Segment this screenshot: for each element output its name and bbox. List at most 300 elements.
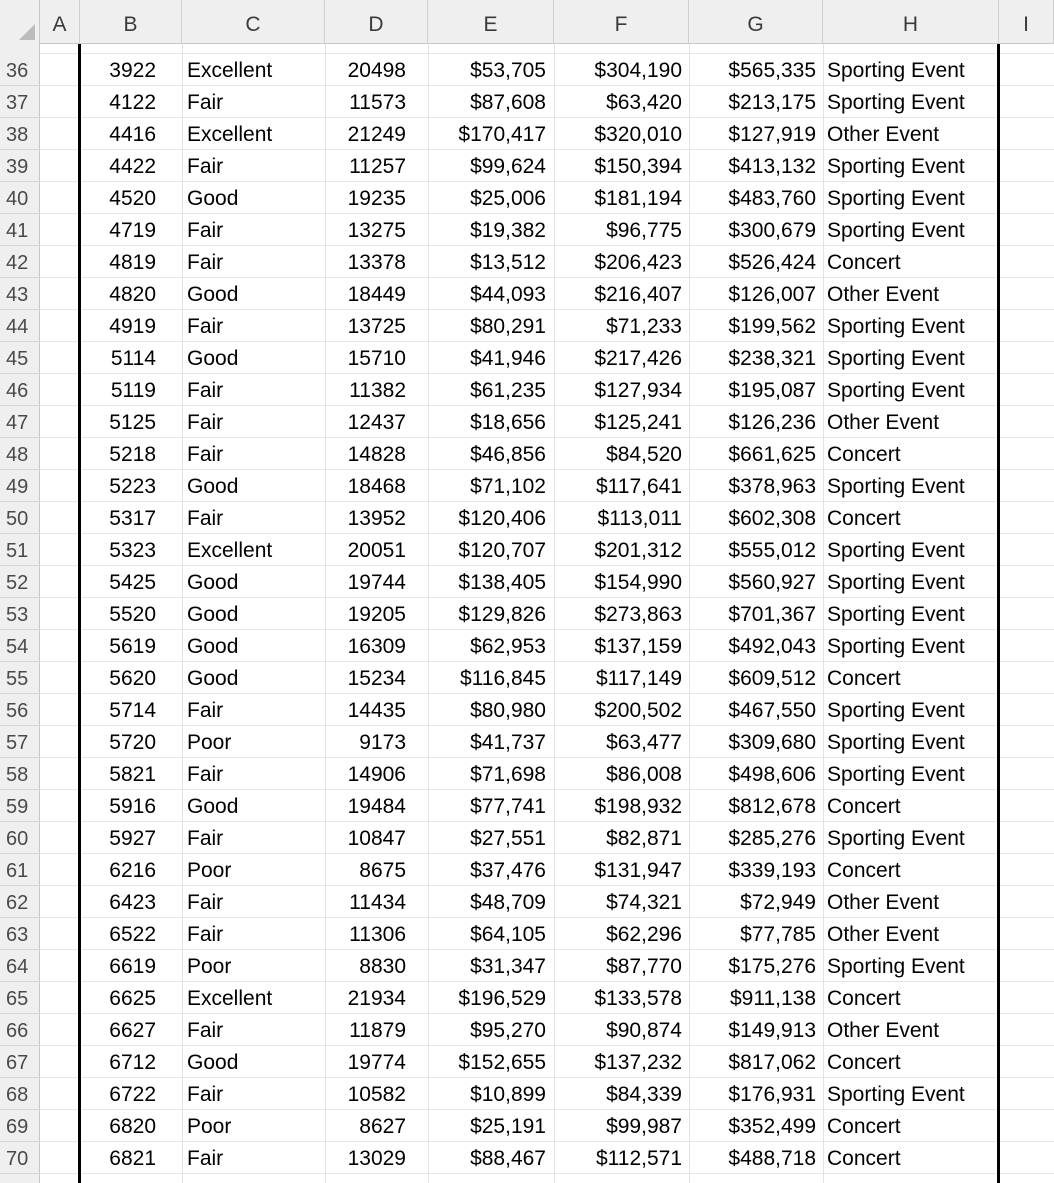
cell-g[interactable]: $378,963 [728, 475, 816, 498]
cell-f[interactable]: $133,578 [594, 987, 682, 1010]
row-header[interactable]: 54 [0, 630, 40, 662]
row-header[interactable]: 64 [0, 950, 40, 982]
row-header[interactable]: 62 [0, 886, 40, 918]
row-header[interactable]: 67 [0, 1046, 40, 1078]
cell-f[interactable]: $198,932 [594, 795, 682, 818]
row-header[interactable]: 49 [0, 470, 40, 502]
cell-d[interactable]: 20498 [347, 59, 406, 82]
grid-line [689, 44, 690, 1183]
row-header[interactable]: 48 [0, 438, 40, 470]
cell-c[interactable]: Good [187, 283, 239, 306]
cell-b[interactable]: 6216 [109, 859, 156, 882]
cell-b[interactable]: 5520 [109, 603, 156, 626]
cell-h[interactable]: Concert [827, 987, 901, 1010]
cell-c[interactable]: Fair [187, 155, 224, 178]
cell-f[interactable]: $201,312 [594, 539, 682, 562]
cell-c[interactable]: Excellent [187, 123, 273, 146]
cell-b[interactable]: 6522 [109, 923, 156, 946]
cell-d[interactable]: 13725 [347, 315, 406, 338]
row-header[interactable]: 58 [0, 758, 40, 790]
row-header[interactable]: 63 [0, 918, 40, 950]
cell-b[interactable]: 6625 [109, 987, 156, 1010]
cell-h[interactable]: Concert [827, 251, 901, 274]
column-header-g[interactable]: G [689, 0, 823, 44]
row-header[interactable]: 41 [0, 214, 40, 246]
cell-h[interactable]: Sporting Event [827, 91, 965, 114]
cell-e[interactable]: $196,529 [458, 987, 546, 1010]
cell-g[interactable]: $492,043 [728, 635, 816, 658]
cell-b[interactable]: 5916 [109, 795, 156, 818]
cell-b[interactable]: 5218 [109, 443, 156, 466]
cell-f[interactable]: $216,407 [594, 283, 682, 306]
cell-d[interactable]: 19484 [347, 795, 406, 818]
cell-g[interactable]: $176,931 [728, 1083, 816, 1106]
cell-b[interactable]: 6423 [109, 891, 156, 914]
cell-h[interactable]: Other Event [827, 891, 940, 914]
cell-e[interactable]: $46,856 [470, 443, 546, 466]
table-row [40, 470, 1054, 502]
cell-d[interactable]: 11306 [349, 923, 406, 946]
cell-h[interactable]: Other Event [827, 411, 940, 434]
cell-e[interactable]: $31,347 [470, 955, 546, 978]
cell-e[interactable]: $71,698 [470, 763, 546, 786]
cell-c[interactable]: Fair [187, 315, 224, 338]
cell-h[interactable]: Other Event [827, 123, 940, 146]
cell-g[interactable]: $72,949 [740, 891, 816, 914]
cell-d[interactable]: 15710 [347, 347, 406, 370]
row-header[interactable]: 51 [0, 534, 40, 566]
cell-c[interactable]: Good [187, 347, 239, 370]
cell-f[interactable]: $113,011 [597, 507, 682, 530]
cell-e[interactable]: $138,405 [458, 571, 546, 594]
row-header[interactable]: 43 [0, 278, 40, 310]
cell-f[interactable]: $84,339 [606, 1083, 682, 1106]
cell-e[interactable]: $37,476 [470, 859, 546, 882]
cell-d[interactable]: 21249 [347, 123, 406, 146]
cell-g[interactable]: $126,007 [728, 283, 816, 306]
row-header[interactable]: 70 [0, 1142, 40, 1174]
cell-b[interactable]: 6722 [109, 1083, 156, 1106]
cell-d[interactable]: 18468 [347, 475, 406, 498]
cell-d[interactable]: 20051 [347, 539, 406, 562]
cell-b[interactable]: 5223 [109, 475, 156, 498]
cell-b[interactable]: 5317 [109, 507, 156, 530]
cell-g[interactable]: $467,550 [728, 699, 816, 722]
cell-f[interactable]: $127,934 [594, 379, 682, 402]
cell-h[interactable]: Other Event [827, 283, 940, 306]
cell-g[interactable]: $526,424 [728, 251, 816, 274]
table-row [40, 598, 1054, 630]
cell-g[interactable]: $602,308 [728, 507, 816, 530]
cell-h[interactable]: Concert [827, 443, 901, 466]
row-header[interactable]: 40 [0, 182, 40, 214]
cell-h[interactable]: Sporting Event [827, 475, 965, 498]
cell-f[interactable]: $82,871 [606, 827, 682, 850]
cell-g[interactable]: $352,499 [728, 1115, 816, 1138]
cell-f[interactable]: $87,770 [606, 955, 682, 978]
cell-e[interactable]: $71,102 [470, 475, 546, 498]
select-all-corner[interactable] [0, 0, 40, 44]
row-header[interactable]: 65 [0, 982, 40, 1014]
row-header[interactable]: 60 [0, 822, 40, 854]
cell-e[interactable]: $170,417 [458, 123, 546, 146]
cell-c[interactable]: Good [187, 667, 239, 690]
cell-f[interactable]: $206,423 [594, 251, 682, 274]
cell-b[interactable]: 5323 [109, 539, 156, 562]
cell-e[interactable]: $152,655 [458, 1051, 546, 1074]
row-header[interactable]: 50 [0, 502, 40, 534]
table-row [40, 854, 1054, 886]
row-header[interactable]: 68 [0, 1078, 40, 1110]
cell-f[interactable]: $217,426 [594, 347, 682, 370]
row-header[interactable]: 57 [0, 726, 40, 758]
cell-g[interactable]: $309,680 [728, 731, 816, 754]
cell-d[interactable]: 19744 [347, 571, 406, 594]
cell-f[interactable]: $117,149 [595, 667, 682, 690]
cell-c[interactable]: Fair [187, 507, 224, 530]
cell-c[interactable]: Fair [187, 411, 224, 434]
row-header[interactable]: 61 [0, 854, 40, 886]
cell-g[interactable]: $195,087 [728, 379, 816, 402]
cell-b[interactable]: 5425 [109, 571, 156, 594]
column-header-f[interactable]: F [554, 0, 689, 44]
cell-f[interactable]: $131,947 [594, 859, 682, 882]
row-header[interactable]: 46 [0, 374, 40, 406]
cell-h[interactable]: Concert [827, 1051, 901, 1074]
cell-g[interactable]: $339,193 [728, 859, 816, 882]
cell-h[interactable]: Sporting Event [827, 827, 965, 850]
cell-e[interactable]: $62,953 [470, 635, 546, 658]
cell-c[interactable]: Fair [187, 91, 224, 114]
cell-e[interactable]: $120,406 [458, 507, 546, 530]
cell-d[interactable]: 14435 [347, 699, 406, 722]
cell-c[interactable]: Good [187, 571, 239, 594]
cell-b[interactable]: 4719 [109, 219, 156, 242]
cell-h[interactable]: Sporting Event [827, 635, 965, 658]
cell-f[interactable]: $90,874 [606, 1019, 682, 1042]
cell-d[interactable]: 8830 [359, 955, 406, 978]
table-border-right [997, 44, 1000, 1183]
table-row [40, 1014, 1054, 1046]
cell-f[interactable]: $137,232 [594, 1051, 682, 1074]
cell-d[interactable]: 10847 [347, 827, 406, 850]
cell-h[interactable]: Sporting Event [827, 699, 965, 722]
cell-d[interactable]: 16309 [347, 635, 406, 658]
table-row [40, 246, 1054, 278]
cell-c[interactable]: Fair [187, 827, 224, 850]
cell-h[interactable]: Sporting Event [827, 315, 965, 338]
cell-f[interactable]: $86,008 [606, 763, 682, 786]
cell-c[interactable]: Fair [187, 699, 224, 722]
cell-d[interactable]: 19235 [347, 187, 406, 210]
row-header[interactable]: 52 [0, 566, 40, 598]
table-row [40, 342, 1054, 374]
cell-g[interactable]: $238,321 [728, 347, 816, 370]
cell-f[interactable]: $63,477 [606, 731, 682, 754]
cell-g[interactable]: $560,927 [728, 571, 816, 594]
cell-h[interactable]: Sporting Event [827, 731, 965, 754]
cell-h[interactable]: Sporting Event [827, 763, 965, 786]
cell-c[interactable]: Good [187, 187, 239, 210]
cell-e[interactable]: $80,980 [470, 699, 546, 722]
cell-e[interactable]: $18,656 [470, 411, 546, 434]
cell-b[interactable]: 6627 [109, 1019, 156, 1042]
cell-h[interactable]: Sporting Event [827, 603, 965, 626]
cell-d[interactable]: 11257 [349, 155, 406, 178]
cell-b[interactable]: 6820 [109, 1115, 156, 1138]
cell-h[interactable]: Sporting Event [827, 219, 965, 242]
cell-g[interactable]: $661,625 [728, 443, 816, 466]
cell-e[interactable]: $25,006 [470, 187, 546, 210]
cell-f[interactable]: $74,321 [606, 891, 682, 914]
cell-c[interactable]: Good [187, 475, 239, 498]
row-header[interactable]: 42 [0, 246, 40, 278]
cell-c[interactable]: Good [187, 635, 239, 658]
cell-b[interactable]: 5114 [110, 347, 156, 370]
cell-e[interactable]: $80,291 [470, 315, 546, 338]
cell-e[interactable]: $120,707 [458, 539, 546, 562]
cell-e[interactable]: $25,191 [470, 1115, 546, 1138]
cell-d[interactable]: 13378 [347, 251, 406, 274]
cell-c[interactable]: Fair [187, 923, 224, 946]
cell-e[interactable]: $61,235 [470, 379, 546, 402]
cell-e[interactable]: $10,899 [470, 1083, 546, 1106]
cell-h[interactable]: Concert [827, 1115, 901, 1138]
column-header-h[interactable]: H [823, 0, 999, 44]
cell-g[interactable]: $199,562 [728, 315, 816, 338]
cell-b[interactable]: 4919 [109, 315, 156, 338]
row-header[interactable]: 59 [0, 790, 40, 822]
cell-d[interactable]: 14906 [347, 763, 406, 786]
cell-g[interactable]: $175,276 [728, 955, 816, 978]
cell-g[interactable]: $413,132 [728, 155, 816, 178]
cell-h[interactable]: Other Event [827, 923, 940, 946]
cell-h[interactable]: Concert [827, 507, 901, 530]
cell-c[interactable]: Fair [187, 443, 224, 466]
cell-g[interactable]: $77,785 [740, 923, 816, 946]
column-header-i[interactable]: I [999, 0, 1054, 44]
cell-b[interactable]: 4416 [109, 123, 156, 146]
cell-c[interactable]: Fair [187, 1019, 224, 1042]
cell-h[interactable]: Sporting Event [827, 1083, 965, 1106]
cell-c[interactable]: Good [187, 603, 239, 626]
column-header-c[interactable]: C [182, 0, 325, 44]
row-header[interactable]: 37 [0, 86, 40, 118]
column-header-d[interactable]: D [325, 0, 428, 44]
cell-g[interactable]: $812,678 [728, 795, 816, 818]
cell-d[interactable]: 18449 [347, 283, 406, 306]
cell-b[interactable]: 5620 [109, 667, 156, 690]
row-header[interactable]: 39 [0, 150, 40, 182]
cell-h[interactable]: Concert [827, 667, 901, 690]
cell-d[interactable]: 10582 [347, 1083, 406, 1106]
cell-g[interactable]: $300,679 [728, 219, 816, 242]
cell-f[interactable]: $99,987 [606, 1115, 682, 1138]
cell-c[interactable]: Fair [187, 219, 224, 242]
row-header[interactable]: 38 [0, 118, 40, 150]
cell-g[interactable]: $498,606 [728, 763, 816, 786]
cell-d[interactable]: 8675 [359, 859, 406, 882]
cell-h[interactable]: Sporting Event [827, 955, 965, 978]
row-header[interactable]: 55 [0, 662, 40, 694]
cell-g[interactable]: $483,760 [728, 187, 816, 210]
cell-f[interactable]: $200,502 [594, 699, 682, 722]
cell-c[interactable]: Poor [187, 1115, 232, 1138]
cell-d[interactable]: 13275 [347, 219, 406, 242]
cell-f[interactable]: $84,520 [606, 443, 682, 466]
cell-d[interactable]: 11573 [349, 91, 406, 114]
cell-e[interactable]: $88,467 [470, 1147, 546, 1170]
cell-f[interactable]: $125,241 [594, 411, 682, 434]
cell-d[interactable]: 11382 [349, 379, 406, 402]
cell-e[interactable]: $64,105 [470, 923, 546, 946]
cell-g[interactable]: $285,276 [728, 827, 816, 850]
row-header[interactable]: 66 [0, 1014, 40, 1046]
cell-c[interactable]: Fair [187, 379, 224, 402]
cell-c[interactable]: Excellent [187, 539, 273, 562]
cell-e[interactable]: $41,946 [470, 347, 546, 370]
cell-d[interactable]: 13952 [347, 507, 406, 530]
cell-c[interactable]: Good [187, 795, 239, 818]
cell-d[interactable]: 11879 [349, 1019, 406, 1042]
cell-g[interactable]: $701,367 [728, 603, 816, 626]
cell-d[interactable]: 12437 [347, 411, 406, 434]
cell-d[interactable]: 11434 [349, 891, 406, 914]
cell-b[interactable]: 5619 [109, 635, 156, 658]
column-header-e[interactable]: E [428, 0, 554, 44]
cell-h[interactable]: Concert [827, 859, 901, 882]
cell-c[interactable]: Excellent [187, 987, 273, 1010]
cell-g[interactable]: $488,718 [728, 1147, 816, 1170]
column-header-a[interactable]: A [40, 0, 80, 44]
cell-g[interactable]: $817,062 [728, 1051, 816, 1074]
row-header[interactable]: 69 [0, 1110, 40, 1142]
cell-g[interactable]: $609,512 [728, 667, 816, 690]
cell-f[interactable]: $304,190 [594, 59, 682, 82]
cell-f[interactable]: $96,775 [606, 219, 682, 242]
cell-f[interactable]: $320,010 [594, 123, 682, 146]
row-header[interactable]: 53 [0, 598, 40, 630]
cell-d[interactable]: 21934 [347, 987, 406, 1010]
cell-g[interactable]: $555,012 [728, 539, 816, 562]
cell-c[interactable]: Fair [187, 891, 224, 914]
cell-h[interactable]: Sporting Event [827, 187, 965, 210]
cell-e[interactable]: $95,270 [470, 1019, 546, 1042]
cell-e[interactable]: $77,741 [470, 795, 546, 818]
cell-e[interactable]: $87,608 [470, 91, 546, 114]
cell-f[interactable]: $112,571 [595, 1147, 682, 1170]
row-header[interactable]: 47 [0, 406, 40, 438]
cell-b[interactable]: 5125 [109, 411, 156, 434]
cell-g[interactable]: $911,138 [729, 987, 816, 1010]
cell-h[interactable]: Sporting Event [827, 539, 965, 562]
cell-b[interactable]: 5119 [110, 379, 156, 402]
cell-f[interactable]: $150,394 [594, 155, 682, 178]
cell-g[interactable]: $149,913 [728, 1019, 816, 1042]
cell-g[interactable]: $213,175 [728, 91, 816, 114]
cell-b[interactable]: 4819 [109, 251, 156, 274]
cell-b[interactable]: 4520 [109, 187, 156, 210]
row-header[interactable]: 44 [0, 310, 40, 342]
cell-e[interactable]: $27,551 [470, 827, 546, 850]
cell-h[interactable]: Sporting Event [827, 379, 965, 402]
cell-b[interactable]: 3922 [109, 59, 156, 82]
cell-c[interactable]: Fair [187, 763, 224, 786]
cell-d[interactable]: 19774 [347, 1051, 406, 1074]
cell-e[interactable]: $53,705 [470, 59, 546, 82]
cell-c[interactable]: Fair [187, 1083, 224, 1106]
cell-b[interactable]: 4820 [109, 283, 156, 306]
cell-f[interactable]: $63,420 [606, 91, 682, 114]
cell-d[interactable]: 9173 [359, 731, 406, 754]
cell-h[interactable]: Other Event [827, 1019, 940, 1042]
cell-f[interactable]: $71,233 [606, 315, 682, 338]
cell-d[interactable]: 14828 [347, 443, 406, 466]
cell-g[interactable]: $565,335 [728, 59, 816, 82]
cell-b[interactable]: 4122 [109, 91, 156, 114]
cell-f[interactable]: $137,159 [594, 635, 682, 658]
cell-g[interactable]: $127,919 [728, 123, 816, 146]
cell-e[interactable]: $129,826 [458, 603, 546, 626]
cell-b[interactable]: 5927 [109, 827, 156, 850]
cell-e[interactable]: $13,512 [470, 251, 546, 274]
cell-e[interactable]: $19,382 [470, 219, 546, 242]
cell-b[interactable]: 5821 [109, 763, 156, 786]
cell-h[interactable]: Concert [827, 795, 901, 818]
cell-f[interactable]: $273,863 [594, 603, 682, 626]
cell-c[interactable]: Poor [187, 731, 232, 754]
cell-f[interactable]: $62,296 [606, 923, 682, 946]
cell-d[interactable]: 13029 [347, 1147, 406, 1170]
cell-c[interactable]: Poor [187, 859, 232, 882]
row-header[interactable]: 45 [0, 342, 40, 374]
cell-e[interactable]: $99,624 [470, 155, 546, 178]
table-row [40, 1110, 1054, 1142]
table-row [40, 438, 1054, 470]
cell-f[interactable]: $117,641 [595, 475, 682, 498]
cell-h[interactable]: Sporting Event [827, 155, 965, 178]
cell-c[interactable]: Fair [187, 251, 224, 274]
cell-g[interactable]: $126,236 [728, 411, 816, 434]
cell-h[interactable]: Sporting Event [827, 347, 965, 370]
row-header[interactable]: 56 [0, 694, 40, 726]
cell-d[interactable]: 15234 [347, 667, 406, 690]
cell-f[interactable]: $154,990 [594, 571, 682, 594]
cell-c[interactable]: Good [187, 1051, 239, 1074]
cell-b[interactable]: 4422 [109, 155, 156, 178]
cell-c[interactable]: Excellent [187, 59, 273, 82]
cell-c[interactable]: Fair [187, 1147, 224, 1170]
cell-h[interactable]: Sporting Event [827, 59, 965, 82]
cell-b[interactable]: 6619 [109, 955, 156, 978]
cell-h[interactable]: Sporting Event [827, 571, 965, 594]
cell-b[interactable]: 5714 [109, 699, 156, 722]
cell-h[interactable]: Concert [827, 1147, 901, 1170]
cell-d[interactable]: 8627 [359, 1115, 406, 1138]
cell-e[interactable]: $44,093 [470, 283, 546, 306]
column-header-b[interactable]: B [80, 0, 182, 44]
cell-f[interactable]: $181,194 [594, 187, 682, 210]
cell-d[interactable]: 19205 [347, 603, 406, 626]
cell-b[interactable]: 6712 [109, 1051, 156, 1074]
cell-e[interactable]: $48,709 [470, 891, 546, 914]
cell-e[interactable]: $41,737 [470, 731, 546, 754]
cell-b[interactable]: 5720 [109, 731, 156, 754]
cell-b[interactable]: 6821 [109, 1147, 156, 1170]
row-header[interactable]: 36 [0, 54, 40, 86]
cell-e[interactable]: $116,845 [459, 667, 546, 690]
cell-c[interactable]: Poor [187, 955, 232, 978]
